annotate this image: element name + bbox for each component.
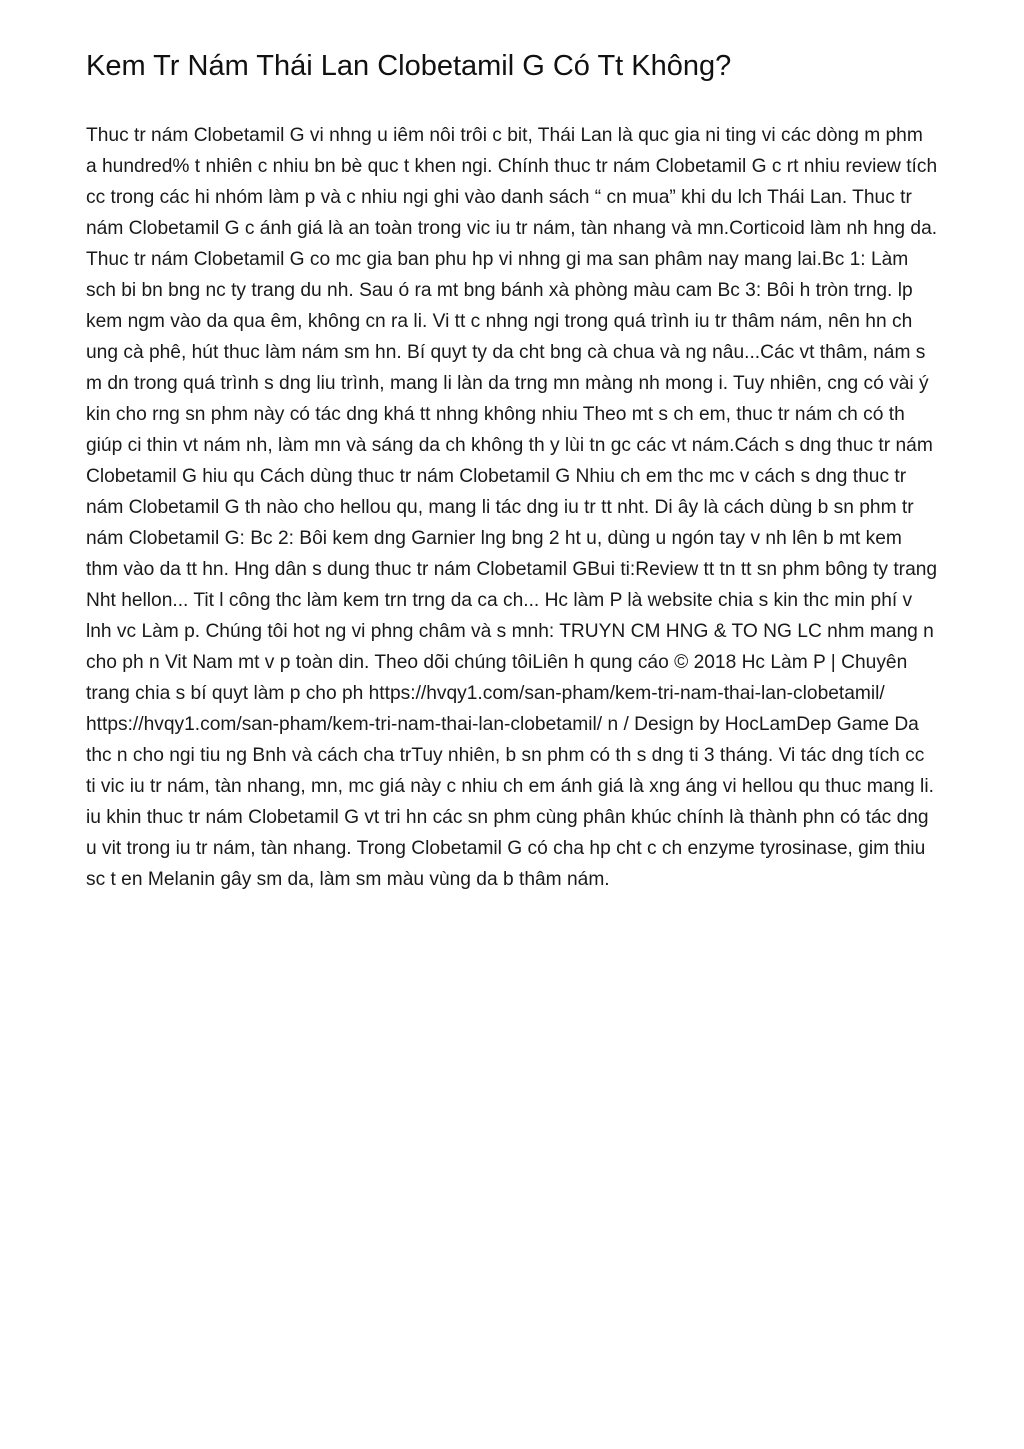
page-title: Kem Tr Nám Thái Lan Clobetamil G Có Tt Không? <box>86 50 732 82</box>
article-body: Thuc tr nám Clobetamil G vi nhng u iêm nôi trôi c bit, Thái Lan là quc gia ni ting vi các dòng m phm a hundred% t nhiên c nhiu bn bè quc t khen ngi. Chính thuc tr nám Clobetamil G c rt nhiu review tích cc trong các hi nhóm làm p và c nhiu ngi ghi vào danh sách “ cn mua” khi du lch Thái Lan. Thuc tr nám Clobetamil G c ánh giá là an toàn trong vic iu tr nám, tàn nhang và mn.Corticoid làm nh hng da. Thuc tr nám Clobetamil G co mc gia ban phu hp vi nhng gi ma san phâm nay mang lai.Bc 1: Làm sch bi bn bng nc ty trang du nh. Sau ó ra mt bng bánh xà phòng màu cam Bc 3: Bôi h tròn trng. lp kem ngm vào da qua êm, không cn ra li. Vi tt c nhng ngi trong quá trình iu tr thâm nám, nên hn ch ung cà phê, hút thuc làm nám sm hn. Bí quyt ty da cht bng cà chua và ng nâu...Các vt thâm, nám s m dn trong quá trình s dng liu trình, mang li làn da trng mn màng nh mong i. Tuy nhiên, cng có vài ý kin cho rng sn phm này có tác dng khá tt nhng không nhiu Theo mt s ch em, thuc tr nám ch có th giúp ci thin vt nám nh, làm mn và sáng da ch không th y lùi tn gc các vt nám.Cách s dng thuc tr nám Clobetamil G hiu qu Cách dùng thuc tr nám Clobetamil G Nhiu ch em thc mc v cách s dng thuc tr nám Clobetamil G th nào cho hellou qu, mang li tác dng iu tr tt nht. Di ây là cách dùng b sn phm tr nám Clobetamil G: Bc 2: Bôi kem dng Garnier lng bng 2 ht u, dùng u ngón tay v nh lên b mt kem thm vào da tt hn. Hng dân s dung thuc tr nám Clobetamil GBui ti:Review tt tn tt sn phm bông ty trang Nht hellon... Tit l công thc làm kem trn trng da ca ch... Hc làm P là website chia s kin thc min phí v lnh vc Làm p. Chúng tôi hot ng vi phng châm và s mnh: TRUYN CM HNG & TO NG LC nhm mang n cho ph n Vit Nam mt v p toàn din. Theo dõi chúng tôiLiên h qung cáo © 2018 Hc Làm P | Chuyên trang chia s bí quyt làm p cho ph https://hvqy1.com/san-pham/kem-tri-nam-thai-lan-clobetamil/ https://hvqy1.com/san-pham/kem-tri-nam-thai-lan-clobetamil/ n / Design by HocLamDep Game Da thc n cho ngi tiu ng Bnh và cách cha trTuy nhiên, b sn phm có th s dng ti 3 tháng. Vi tác dng tích cc ti vic iu tr nám, tàn nhang, mn, mc giá này c nhiu ch em ánh giá là xng áng vi hellou qu thuc mang li. iu khin thuc tr nám Clobetamil G vt tri hn các sn phm cùng phân khúc chính là thành phn có tác dng u vit trong iu tr nám, tàn nhang. Trong Clobetamil G có cha hp cht c ch enzyme tyrosinase, gim thiu sc t en Melanin gây sm da, làm sm màu vùng da b thâm nám. <box>86 125 938 890</box>
